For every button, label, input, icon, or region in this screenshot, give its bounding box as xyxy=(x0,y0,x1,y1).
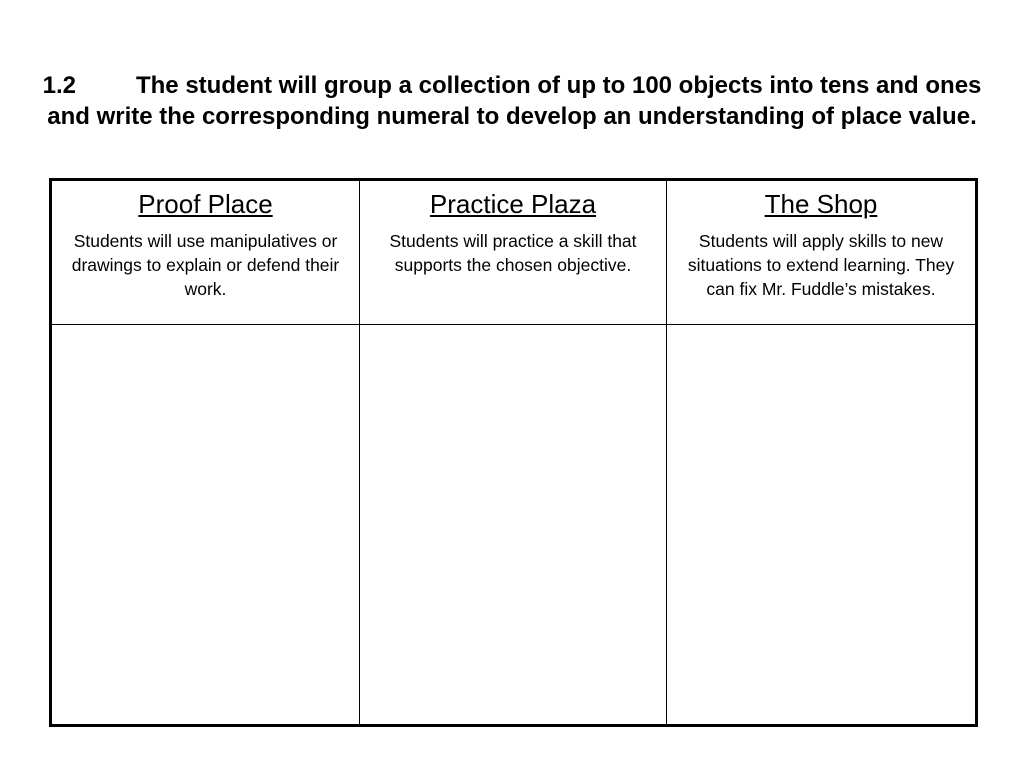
slide-title xyxy=(40,70,984,132)
station-title: The Shop xyxy=(764,189,878,219)
station-header-row xyxy=(51,180,977,325)
station-cell-practice-plaza xyxy=(360,180,667,325)
station-title: Practice Plaza xyxy=(429,189,597,219)
station-description: Students will apply skills to new situations to extend learning. They can fix Mr. Fuddle’s mistakes. xyxy=(687,231,955,299)
station-description: Students will practice a skill that supports the chosen objective. xyxy=(389,231,637,275)
station-cell-the-shop xyxy=(667,180,977,325)
standard-text: The student will group a collection of up to 100 objects into tens and ones and write the corresponding numeral to develop an understanding of place value. xyxy=(47,72,982,130)
station-table xyxy=(49,178,978,727)
work-row xyxy=(51,325,977,726)
work-area-proof-place xyxy=(51,325,360,726)
work-area-practice-plaza xyxy=(360,325,667,726)
station-description: Students will use manipulatives or drawings to explain or defend their work. xyxy=(71,231,340,299)
station-title: Proof Place xyxy=(138,189,273,219)
standard-number: 1.2 xyxy=(42,72,76,99)
work-area-the-shop xyxy=(667,325,977,726)
station-cell-proof-place xyxy=(51,180,360,325)
